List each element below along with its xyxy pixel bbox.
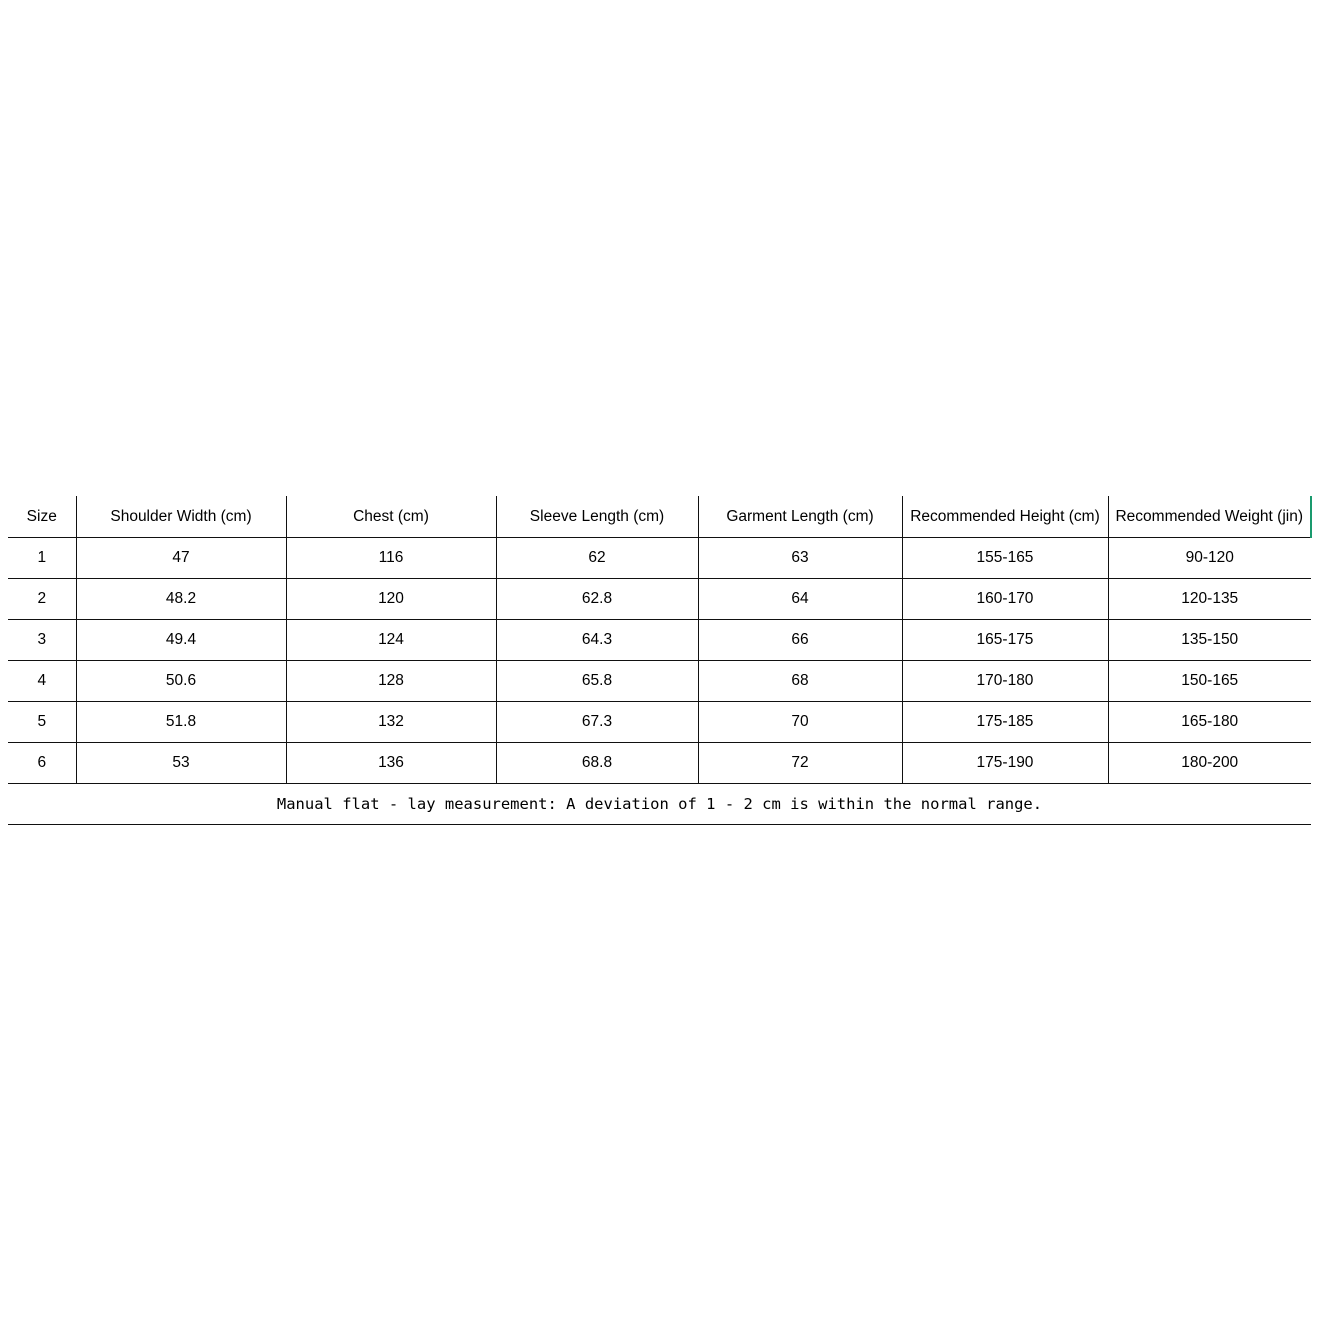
cell-recommended-height: 175-190 (902, 743, 1108, 784)
cell-sleeve-length: 62 (496, 538, 698, 579)
size-chart-table (8, 496, 1312, 825)
cell-recommended-height: 170-180 (902, 661, 1108, 702)
table-header-row (8, 496, 1311, 538)
cell-garment-length: 68 (698, 661, 902, 702)
cell-chest: 132 (286, 702, 496, 743)
cell-size: 5 (8, 702, 76, 743)
cell-recommended-height: 165-175 (902, 620, 1108, 661)
cell-chest: 136 (286, 743, 496, 784)
column-header-sleeve-length: Sleeve Length (cm) (496, 496, 698, 538)
cell-sleeve-length: 67.3 (496, 702, 698, 743)
table-row (8, 743, 1311, 784)
table-row (8, 620, 1311, 661)
cell-shoulder-width: 48.2 (76, 579, 286, 620)
cell-garment-length: 64 (698, 579, 902, 620)
cell-garment-length: 72 (698, 743, 902, 784)
cell-recommended-weight: 150-165 (1108, 661, 1311, 702)
cell-chest: 120 (286, 579, 496, 620)
cell-recommended-weight: 135-150 (1108, 620, 1311, 661)
cell-garment-length: 70 (698, 702, 902, 743)
table-body (8, 538, 1311, 825)
table-header (8, 496, 1311, 538)
cell-sleeve-length: 68.8 (496, 743, 698, 784)
cell-shoulder-width: 51.8 (76, 702, 286, 743)
measurement-note: Manual flat - lay measurement: A deviation of 1 - 2 cm is within the normal range. (8, 784, 1311, 825)
column-header-shoulder-width: Shoulder Width (cm) (76, 496, 286, 538)
cell-recommended-height: 155-165 (902, 538, 1108, 579)
cell-size: 4 (8, 661, 76, 702)
table-row (8, 661, 1311, 702)
column-header-chest: Chest (cm) (286, 496, 496, 538)
cell-recommended-weight: 90-120 (1108, 538, 1311, 579)
cell-garment-length: 66 (698, 620, 902, 661)
cell-sleeve-length: 65.8 (496, 661, 698, 702)
table-row (8, 538, 1311, 579)
cell-recommended-weight: 180-200 (1108, 743, 1311, 784)
column-header-size: Size (8, 496, 76, 538)
cell-garment-length: 63 (698, 538, 902, 579)
cell-chest: 116 (286, 538, 496, 579)
cell-size: 1 (8, 538, 76, 579)
cell-recommended-weight: 120-135 (1108, 579, 1311, 620)
size-chart-container (8, 496, 1311, 825)
cell-size: 3 (8, 620, 76, 661)
cell-chest: 124 (286, 620, 496, 661)
table-row (8, 579, 1311, 620)
cell-sleeve-length: 64.3 (496, 620, 698, 661)
cell-shoulder-width: 50.6 (76, 661, 286, 702)
column-header-recommended-height: Recommended Height (cm) (902, 496, 1108, 538)
column-header-recommended-weight: Recommended Weight (jin) (1108, 496, 1311, 538)
cell-recommended-weight: 165-180 (1108, 702, 1311, 743)
cell-size: 2 (8, 579, 76, 620)
cell-shoulder-width: 53 (76, 743, 286, 784)
measurement-note-row (8, 784, 1311, 825)
table-row (8, 702, 1311, 743)
cell-sleeve-length: 62.8 (496, 579, 698, 620)
cell-recommended-height: 160-170 (902, 579, 1108, 620)
cell-recommended-height: 175-185 (902, 702, 1108, 743)
cell-shoulder-width: 49.4 (76, 620, 286, 661)
cell-chest: 128 (286, 661, 496, 702)
column-header-garment-length: Garment Length (cm) (698, 496, 902, 538)
cell-size: 6 (8, 743, 76, 784)
cell-shoulder-width: 47 (76, 538, 286, 579)
